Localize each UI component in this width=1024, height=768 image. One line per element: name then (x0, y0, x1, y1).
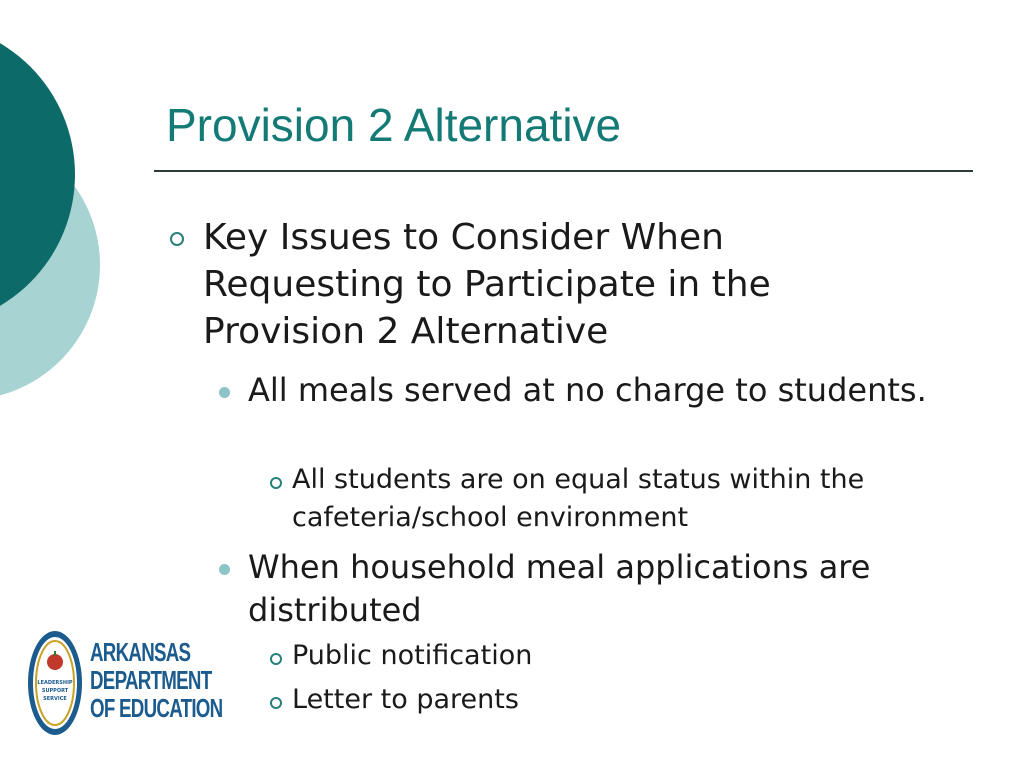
bullet-applications-distributed: When household meal applications are distributed (248, 548, 871, 629)
logo-line-2: DEPARTMENT (90, 665, 212, 695)
svg-text:SUPPORT: SUPPORT (41, 688, 69, 694)
department-logo-text (90, 638, 222, 722)
dot-bullet-icon (219, 564, 230, 575)
hollow-bullet-icon (270, 697, 282, 709)
logo-line-3: OF EDUCATION (90, 693, 223, 723)
bullet-public-notification: Public notification (292, 640, 533, 671)
department-seal-icon (26, 628, 84, 738)
dot-bullet-icon (219, 387, 230, 398)
bullet-equal-status: All students are on equal status within the cafeteria/school environment (292, 464, 865, 533)
hollow-bullet-icon (270, 653, 282, 665)
title-divider (154, 170, 973, 172)
svg-text:LEADERSHIP: LEADERSHIP (37, 680, 73, 686)
bullet-key-issues: Key Issues to Consider When Requesting to Participate in the Provision 2 Alternative (203, 217, 771, 352)
hollow-bullet-icon (270, 477, 282, 489)
bullet-no-charge: All meals served at no charge to students. (248, 371, 927, 409)
slide-title: Provision 2 Alternative (166, 99, 622, 151)
svg-text:SERVICE: SERVICE (43, 696, 67, 702)
hollow-bullet-icon (170, 232, 184, 246)
logo-line-1: ARKANSAS (90, 637, 191, 667)
bullet-letter-to-parents: Letter to parents (292, 684, 519, 715)
